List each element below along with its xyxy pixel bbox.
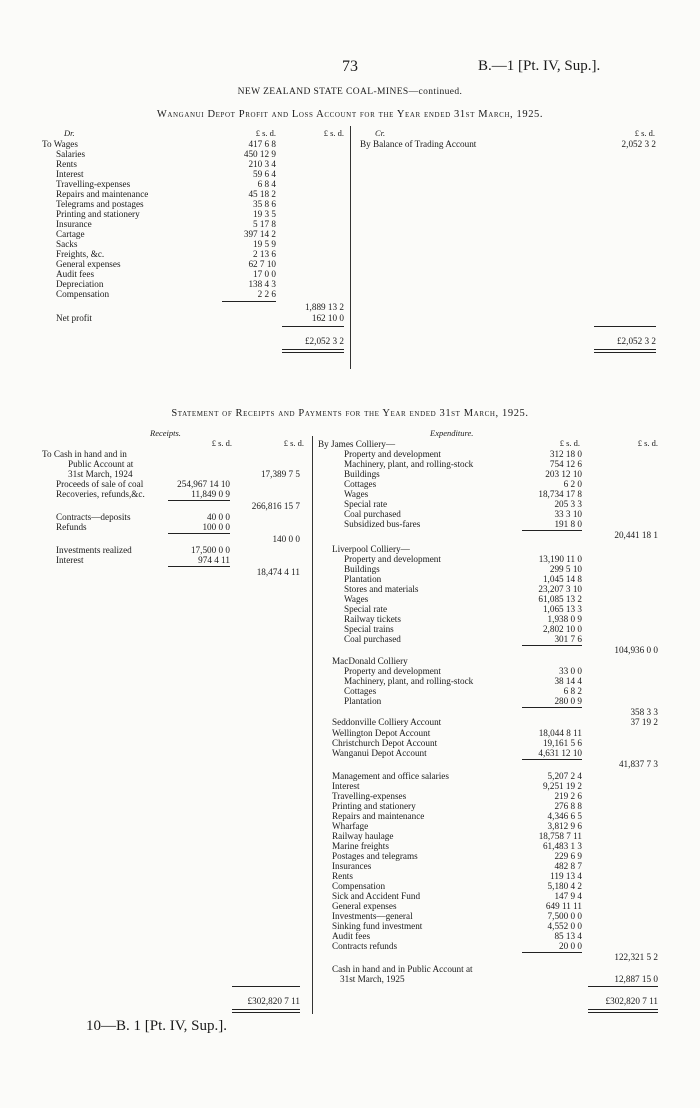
pl-cr-total: £2,052 3 2	[616, 336, 656, 346]
rp-general-amt-11: 119 13 4	[550, 871, 582, 881]
pl-dr-label: Dr.	[64, 128, 75, 138]
pl-dr-amt-7: 35 8 6	[253, 199, 276, 209]
rp-general-label-1: Management and office salaries	[332, 771, 449, 781]
rp-closing-amt: 12,887 15 0	[614, 974, 658, 984]
continued-heading: NEW ZEALAND STATE COAL-MINES—continued.	[237, 87, 463, 97]
pl-cr-total-rule	[594, 326, 656, 327]
rp-general-label-15: Investments—general	[332, 911, 413, 921]
rp-general-label-12: Compensation	[332, 881, 386, 891]
rp-seddonville-amt: 37 19 2	[630, 717, 658, 727]
rp-macdonald-label-4: Plantation	[344, 696, 382, 706]
pl-dr-label-13: General expenses	[56, 259, 121, 269]
rp-seddonville-label: Seddonville Colliery Account	[332, 717, 442, 727]
rp-general-amt-1: 5,207 2 4	[547, 771, 582, 781]
rp-macdonald-heading: MacDonald Colliery	[332, 656, 408, 666]
rp-james-amt-8: 191 8 0	[554, 519, 582, 529]
rp-interest-label: Interest	[56, 555, 84, 565]
pl-cr-row-amt: 2,052 3 2	[621, 139, 656, 149]
rp-james-label-2: Machinery, plant, and rolling-stock	[344, 459, 474, 469]
rp-james-amt-6: 205 3 3	[554, 499, 582, 509]
rp-liverpool-label-4: Stores and materials	[344, 584, 419, 594]
rp-general-amt-13: 147 9 4	[554, 891, 582, 901]
rp-closing-line-2: 31st March, 1925	[340, 974, 405, 984]
rp-james-label-3: Buildings	[344, 469, 380, 479]
rp-macdonald-amt-1: 33 0 0	[559, 666, 582, 676]
rp-liverpool-amt-5: 61,085 13 2	[538, 594, 582, 604]
rp-liverpool-amt-6: 1,065 13 3	[542, 604, 582, 614]
pl-dr-label-5: Travelling-expenses	[56, 179, 131, 189]
pl-col-head-b: £ s. d.	[323, 128, 344, 138]
pl-cr-label: Cr.	[375, 128, 386, 138]
rp-depots-total: 41,837 7 3	[618, 759, 658, 769]
pl-dr-label-14: Audit fees	[56, 269, 95, 279]
pl-dr-amt-8: 19 3 5	[253, 209, 276, 219]
rp-rec-col-head-b: £ s. d.	[283, 438, 304, 448]
rp-general-label-16: Sinking fund investment	[332, 921, 423, 931]
rp-macdonald-label-3: Cottages	[344, 686, 377, 696]
rp-liverpool-label-6: Special rate	[344, 604, 388, 614]
page-number: 73	[342, 58, 358, 75]
rp-general-label-14: General expenses	[332, 901, 397, 911]
rp-liverpool-amt-1: 13,190 11 0	[538, 554, 582, 564]
pl-dr-subtotal-rule	[222, 301, 276, 302]
rp-rec-total-rule	[232, 986, 300, 987]
pl-dr-label-2: Salaries	[56, 149, 86, 159]
rp-james-amt-3: 203 12 10	[545, 469, 582, 479]
pl-dr-amt-9: 5 17 8	[253, 219, 276, 229]
rp-liverpool-heading: Liverpool Colliery—	[332, 544, 410, 554]
rp-general-label-6: Wharfage	[332, 821, 369, 831]
rp-general-amt-6: 3,812 9 6	[547, 821, 582, 831]
rp-general-amt-16: 4,552 0 0	[547, 921, 582, 931]
rp-james-label-4: Cottages	[344, 479, 377, 489]
rp-james-label-8: Subsidized bus-fares	[344, 519, 421, 529]
rp-depot-amt-2: 19,161 5 6	[542, 738, 582, 748]
rp-general-label-8: Marine freights	[332, 841, 389, 851]
rp-liverpool-label-1: Property and development	[344, 554, 441, 564]
rp-james-amt-5: 18,734 17 8	[538, 489, 582, 499]
rp-general-label-13: Sick and Accident Fund	[332, 891, 421, 901]
pl-dr-label-7: Telegrams and postages	[56, 199, 144, 209]
pl-dr-amt-15: 138 4 3	[248, 279, 276, 289]
rp-macdonald-amt-4: 280 0 9	[554, 696, 582, 706]
pl-net-profit-label: Net profit	[56, 313, 92, 323]
rp-cash-line-3: 31st March, 1924	[68, 469, 133, 479]
rp-general-amt-15: 7,500 0 0	[547, 911, 582, 921]
rp-general-label-7: Railway haulage	[332, 831, 394, 841]
rp-james-label-6: Special rate	[344, 499, 388, 509]
pl-dr-amt-16: 2 2 6	[257, 289, 276, 299]
pl-col-head-a: £ s. d.	[255, 128, 276, 138]
page-footer: 10—B. 1 [Pt. IV, Sup.].	[86, 1018, 227, 1034]
rp-liverpool-amt-9: 301 7 6	[554, 634, 582, 644]
rp-depot-amt-3: 4,631 12 10	[538, 748, 582, 758]
rp-exp-col-head-a: £ s. d.	[559, 438, 580, 448]
pl-dr-label-15: Depreciation	[56, 279, 104, 289]
rp-contracts-amt: 40 0 0	[207, 512, 230, 522]
pl-dr-label-3: Rents	[56, 159, 77, 169]
pl-dr-label-4: Interest	[56, 169, 84, 179]
rp-general-amt-7: 18,758 7 11	[538, 831, 582, 841]
rp-general-amt-4: 276 8 8	[554, 801, 582, 811]
rp-james-heading: By James Colliery—	[318, 439, 396, 449]
rp-recoveries-label: Recoveries, refunds,&c.	[56, 489, 145, 499]
rp-general-label-10: Insurances	[332, 861, 372, 871]
rp-general-amt-3: 219 2 6	[554, 791, 582, 801]
rp-invest-label: Investments realized	[56, 545, 132, 555]
rp-refunds-amt: 100 0 0	[202, 522, 230, 532]
rp-liverpool-amt-7: 1,938 0 9	[547, 614, 582, 624]
rp-refunds-label: Refunds	[56, 522, 87, 532]
rp-liverpool-amt-4: 23,207 3 10	[538, 584, 582, 594]
pl-dr-subtotal: 1,889 13 2	[304, 302, 344, 312]
rp-general-label-9: Postages and telegrams	[332, 851, 418, 861]
rp-liverpool-amt-8: 2,802 10 0	[542, 624, 582, 634]
rp-liverpool-amt-2: 299 5 10	[549, 564, 582, 574]
rp-cash-amt: 17,389 7 5	[260, 469, 300, 479]
pl-dr-label-16: Compensation	[56, 289, 110, 299]
rp-rec-rule-3	[168, 566, 230, 567]
pl-dr-amt-1: 417 6 8	[248, 139, 276, 149]
rp-divider	[312, 436, 313, 1014]
pl-dr-amt-3: 210 3 4	[248, 159, 276, 169]
rp-general-amt-2: 9,251 19 2	[542, 781, 582, 791]
rp-exp-total-rule	[588, 986, 658, 987]
rp-rec-rule-1	[168, 500, 230, 501]
rp-general-label-4: Printing and stationery	[332, 801, 416, 811]
rp-depot-label-3: Wanganui Depot Account	[332, 748, 427, 758]
rp-james-amt-2: 754 12 6	[549, 459, 582, 469]
pl-dr-amt-6: 45 18 2	[248, 189, 276, 199]
rp-liverpool-rule	[522, 645, 582, 646]
rp-liverpool-label-2: Buildings	[344, 564, 380, 574]
rp-rec-total: £302,820 7 11	[247, 996, 300, 1006]
rp-liverpool-label-3: Plantation	[344, 574, 382, 584]
rp-general-amt-17: 85 13 4	[554, 931, 582, 941]
pl-cr-row-label: By Balance of Trading Account	[360, 139, 477, 149]
pl-dr-total: £2,052 3 2	[304, 336, 344, 346]
rp-liverpool-total: 104,936 0 0	[614, 645, 658, 655]
rp-cash-line-1: To Cash in hand and in	[42, 449, 127, 459]
rp-general-amt-8: 61,483 1 3	[542, 841, 582, 851]
pl-dr-amt-12: 2 13 6	[253, 249, 276, 259]
rp-james-amt-4: 6 2 0	[563, 479, 582, 489]
pl-dr-amt-4: 59 6 4	[253, 169, 276, 179]
rp-depot-label-1: Wellington Depot Account	[332, 728, 431, 738]
pl-dr-label-6: Repairs and maintenance	[56, 189, 149, 199]
pl-dr-label-10: Cartage	[56, 229, 85, 239]
rp-james-amt-7: 33 3 10	[554, 509, 582, 519]
rp-macdonald-label-1: Property and development	[344, 666, 441, 676]
pl-dr-total-rule	[282, 326, 344, 327]
rp-liverpool-label-5: Wages	[344, 594, 369, 604]
rp-general-label-3: Travelling-expenses	[332, 791, 407, 801]
pl-divider	[350, 126, 351, 369]
rp-exp-total-double-rule	[588, 1009, 658, 1013]
rp-interest-amt: 974 4 11	[198, 555, 230, 565]
rp-general-label-17: Audit fees	[332, 931, 371, 941]
rp-macdonald-rule	[522, 707, 582, 708]
rp-general-label-11: Rents	[332, 871, 353, 881]
rp-macdonald-label-2: Machinery, plant, and rolling-stock	[344, 676, 474, 686]
pl-title: Wanganui Depot Profit and Loss Account for the Year ended 31st March, 1925.	[156, 109, 544, 120]
rp-rec-sub-3: 18,474 4 11	[256, 567, 300, 577]
rp-exp-total: £302,820 7 11	[605, 996, 658, 1006]
rp-rec-sub-1: 266,816 15 7	[251, 501, 300, 511]
pl-cr-total-double-rule	[594, 349, 656, 353]
pl-dr-total-double-rule	[282, 349, 344, 353]
rp-proceeds-label: Proceeds of sale of coal	[56, 479, 144, 489]
rp-receipts-label: Receipts.	[150, 428, 181, 438]
rp-rec-rule-2	[168, 533, 230, 534]
rp-macdonald-total: 358 3 3	[630, 707, 658, 717]
rp-general-amt-5: 4,346 6 5	[547, 811, 582, 821]
pl-dr-amt-10: 397 14 2	[243, 229, 276, 239]
pl-dr-amt-11: 19 5 9	[253, 239, 276, 249]
rp-macdonald-amt-3: 6 8 2	[563, 686, 582, 696]
rp-general-rule	[522, 952, 582, 953]
rp-liverpool-amt-3: 1,045 14 8	[542, 574, 582, 584]
pl-dr-amt-2: 450 12 9	[243, 149, 276, 159]
rp-depot-amt-1: 18,044 8 11	[538, 728, 582, 738]
rp-rec-col-head-a: £ s. d.	[211, 438, 232, 448]
rp-recoveries-amt: 11,849 0 9	[191, 489, 230, 499]
pl-cr-col-head: £ s. d.	[634, 128, 655, 138]
rp-cash-line-2: Public Account at	[68, 459, 134, 469]
rp-general-amt-12: 5,180 4 2	[547, 881, 582, 891]
pl-dr-amt-14: 17 0 0	[253, 269, 276, 279]
rp-james-label-5: Wages	[344, 489, 369, 499]
rp-proceeds-amt: 254,967 14 10	[177, 479, 230, 489]
rp-james-total: 20,441 18 1	[614, 530, 658, 540]
pl-dr-label-11: Sacks	[56, 239, 78, 249]
rp-general-label-2: Interest	[332, 781, 360, 791]
rp-general-amt-9: 229 6 9	[554, 851, 582, 861]
rp-liverpool-label-8: Special trains	[344, 624, 394, 634]
pl-dr-label-8: Printing and stationery	[56, 209, 140, 219]
rp-james-amt-1: 312 18 0	[549, 449, 582, 459]
rp-general-amt-14: 649 11 11	[545, 901, 582, 911]
rp-liverpool-label-9: Coal purchased	[344, 634, 401, 644]
rp-rec-sub-2: 140 0 0	[272, 534, 300, 544]
rp-expenditure-label: Expenditure.	[430, 428, 474, 438]
pl-dr-label-12: Freights, &c.	[56, 249, 105, 259]
rp-james-rule	[522, 530, 582, 531]
page-reference: B.—1 [Pt. IV, Sup.].	[478, 58, 601, 74]
rp-general-label-18: Contracts refunds	[332, 941, 398, 951]
rp-exp-col-head-b: £ s. d.	[637, 438, 658, 448]
rp-depot-label-2: Christchurch Depot Account	[332, 738, 438, 748]
rp-general-label-5: Repairs and maintenance	[332, 811, 425, 821]
pl-dr-amt-5: 6 8 4	[257, 179, 276, 189]
rp-general-amt-18: 20 0 0	[559, 941, 582, 951]
rp-general-amt-10: 482 8 7	[554, 861, 582, 871]
rp-contracts-label: Contracts—deposits	[56, 512, 131, 522]
rp-title: Statement of Receipts and Payments for the Year ended 31st March, 1925.	[171, 408, 529, 419]
rp-james-label-1: Property and development	[344, 449, 441, 459]
rp-rec-total-double-rule	[232, 1009, 300, 1013]
pl-dr-label-9: Insurance	[56, 219, 92, 229]
rp-macdonald-amt-2: 38 14 4	[554, 676, 582, 686]
rp-closing-line-1: Cash in hand and in Public Account at	[332, 964, 473, 974]
rp-james-label-7: Coal purchased	[344, 509, 401, 519]
rp-invest-amt: 17,500 0 0	[190, 545, 230, 555]
rp-depots-rule	[522, 759, 582, 760]
rp-general-total: 122,321 5 2	[614, 952, 658, 962]
pl-dr-label-1: To Wages	[42, 139, 78, 149]
rp-liverpool-label-7: Railway tickets	[344, 614, 401, 624]
pl-net-profit: 162 10 0	[311, 313, 344, 323]
pl-dr-amt-13: 62 7 10	[248, 259, 276, 269]
